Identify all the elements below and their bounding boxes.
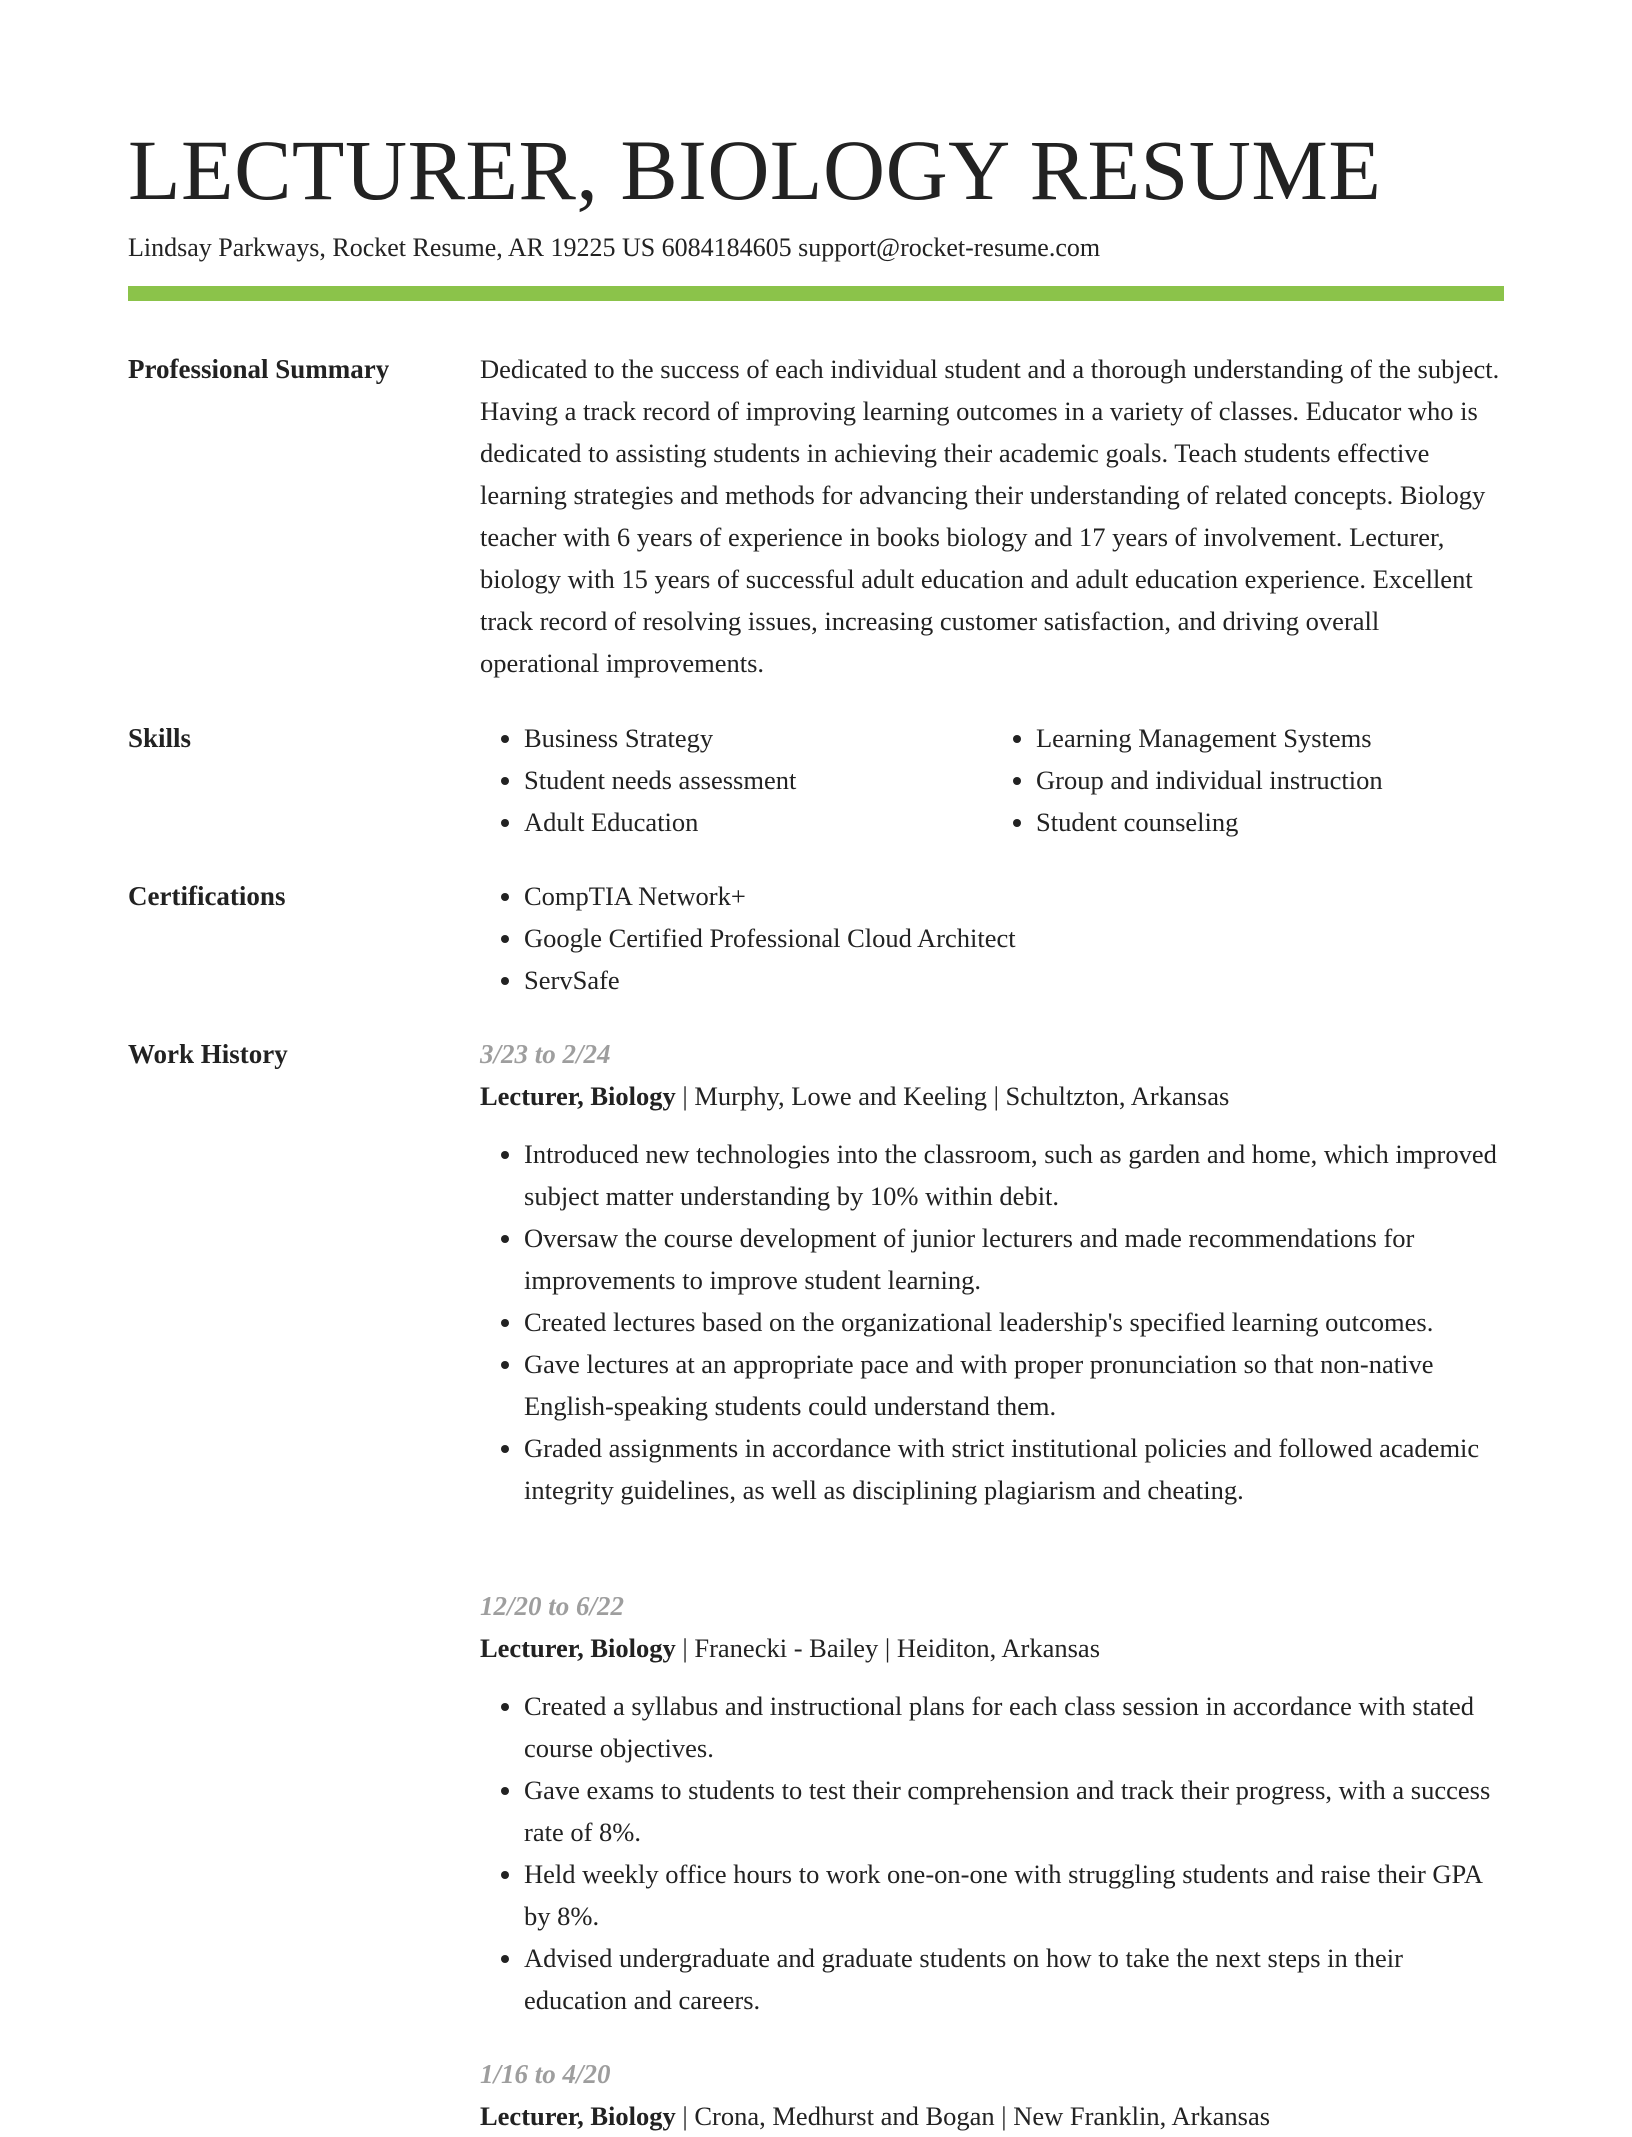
skills-list-right [992,717,1504,843]
job-bullet: • Graded assignments in accordance with strict institutional policies and followed academic integrity guidelines, as well as disciplining plagiarism and cheating. [524,1427,1504,1511]
certifications-list [480,875,1504,1001]
job-details: | Franecki - Bailey | Heiditon, Arkansas [675,1633,1101,1663]
job-dates: 12/20 to 6/22 [480,1591,625,1621]
job-bullet: • Held weekly office hours to work one-on-one with struggling students and raise their GPA by 8%. [524,1853,1504,1937]
work-history-heading: Work History [128,1039,288,1069]
skill-item: • Group and individual instruction [1036,759,1504,801]
job-bullet: • Gave lectures at an appropriate pace and with proper pronunciation so that non-native English-speaking students could understand them. [524,1343,1504,1427]
skills-heading: Skills [128,723,192,753]
job-title: Lecturer, Biology [480,1081,676,1111]
contact-line: Lindsay Parkways, Rocket Resume, AR 19225 US 6084184605 support@rocket-resume.com [128,233,1101,262]
job-details: | Murphy, Lowe and Keeling | Schultzton, Arkansas [675,1081,1230,1111]
skill-item: • Student counseling [1036,801,1504,843]
certification-item: • CompTIA Network+ [524,875,1504,917]
resume-title: LECTURER, BIOLOGY RESUME [128,122,1382,218]
summary-content [480,348,1504,684]
job-entry [480,2053,1504,2137]
job-details: | Crona, Medhurst and Bogan | New Franklin, Arkansas [675,2101,1271,2131]
job-title: Lecturer, Biology [480,1633,676,1663]
skill-item: • Student needs assessment [524,759,992,801]
accent-divider [128,286,1504,301]
skill-item: • Adult Education [524,801,992,843]
job-heading [480,1075,1504,1117]
job-bullet: • Gave exams to students to test their comprehension and track their progress, with a success rate of 8%. [524,1769,1504,1853]
job-bullet: • Created a syllabus and instructional plans for each class session in accordance with stated course objectives. [524,1685,1504,1769]
job-title: Lecturer, Biology [480,2101,676,2131]
job-bullets [480,1685,1504,2021]
skills-content [480,717,1504,843]
job-bullet: • Advised undergraduate and graduate students on how to take the next steps in their education and careers. [524,1937,1504,2021]
skills-list-left [480,717,992,843]
job-entry [480,1033,1504,1511]
job-dates: 1/16 to 4/20 [480,2059,611,2089]
job-heading [480,2095,1504,2137]
certifications-content [480,875,1504,1001]
skill-item: • Business Strategy [524,717,992,759]
summary-text: Dedicated to the success of each individual student and a thorough understanding of the subject. Having a track record of improving learning outcomes in a variety of classes. Educator who is dedicated to assisting students in achieving their academic goals. Teach students effective learning strategies and methods for advancing their understanding of related concepts. Biology teacher with 6 years of experience in books biology and 17 years of involvement. Lecturer, biology with 15 years of successful adult education and adult education experience. Excellent track record of resolving issues, increasing customer satisfaction, and driving overall operational improvements. [480,354,1500,678]
certification-item: • ServSafe [524,959,1504,1001]
job-bullet: • Created lectures based on the organizational leadership's specified learning outcomes. [524,1301,1504,1343]
job-heading [480,1627,1504,1669]
job-dates: 3/23 to 2/24 [480,1039,611,1069]
job-bullet: • Introduced new technologies into the classroom, such as garden and home, which improved subject matter understanding by 10% within debit. [524,1133,1504,1217]
job-bullet: • Oversaw the course development of junior lecturers and made recommendations for improvements to improve student learning. [524,1217,1504,1301]
summary-heading: Professional Summary [128,354,390,384]
certifications-heading: Certifications [128,881,286,911]
skill-item: • Learning Management Systems [1036,717,1504,759]
certification-item: • Google Certified Professional Cloud Architect [524,917,1504,959]
job-entry [480,1585,1504,2021]
job-bullets [480,1133,1504,1511]
